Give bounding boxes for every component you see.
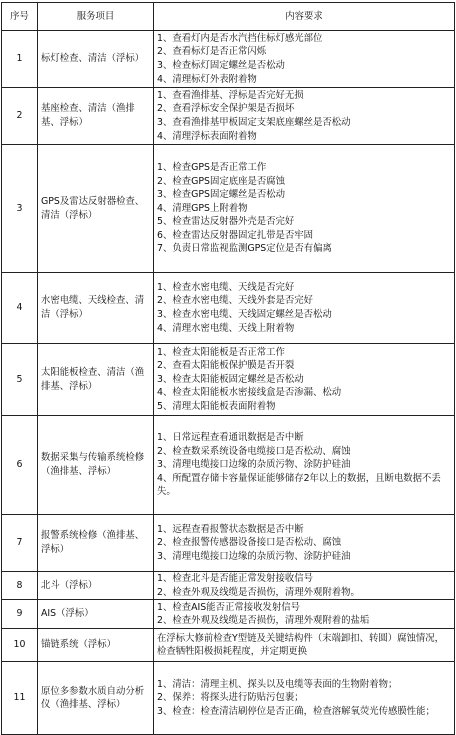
requirement-line: 4、清理GPS上附着物 [157, 202, 248, 214]
requirement-line: 2、检查水密电缆、天线外套是否完好 [157, 295, 313, 307]
requirement-line: 3、检查GPS固定螺丝是否松动 [157, 189, 285, 201]
requirements-cell [154, 344, 455, 416]
row-number: 6 [2, 416, 38, 515]
table-row [2, 88, 455, 145]
requirement-line: 6、检查雷达反射器固定扎带是否牢固 [157, 229, 313, 241]
requirement-line: 2、检查GPS固定底座是否腐蚀 [157, 175, 285, 187]
requirement-line: 1、检查GPS是否正常工作 [157, 161, 267, 173]
requirement-line: 2、检查外观及线缆是否损伤，清理外观附着物。 [157, 586, 360, 598]
requirement-line: 1、检查北斗是否能正常发射接收信号 [157, 573, 313, 584]
service-item: 太阳能板检查、清洁（渔排基、浮标） [38, 344, 154, 416]
requirement-line: 3、查看渔排基甲板固定支架底座螺丝是否松动 [157, 117, 351, 128]
service-item: 水密电缆、天线检查、清洁（浮标） [38, 273, 154, 344]
requirement-line: 1、查看渔排基、浮标是否完好无损 [157, 89, 304, 101]
requirements-cell [154, 416, 455, 515]
table-row [2, 572, 455, 600]
row-number: 5 [2, 344, 38, 416]
table-row [2, 629, 455, 662]
table-row [2, 344, 455, 416]
requirement-line: 1、检查太阳能板是否正常工作 [157, 346, 285, 358]
requirement-line: 3、检查太阳能板固定螺丝是否松动 [157, 373, 304, 385]
service-item: 报警系统检修（渔排基、浮标） [38, 515, 154, 572]
requirement-line: 2、查看太阳能板保护膜是否开裂 [157, 360, 295, 372]
requirement-line: 1、清洁：清理主机、探头以及电缆等表面的生物附着物； [157, 678, 398, 690]
requirement-line: 1、日常远程查看通讯数据是否中断 [157, 432, 304, 444]
row-number: 4 [2, 273, 38, 344]
requirement-line: 2、检查外观及线缆是否损伤，清理外观附着的盐垢 [157, 615, 370, 627]
requirements-cell [154, 572, 455, 600]
requirement-line: 4、清理水密电缆、天线上附着物 [157, 322, 295, 334]
requirements-cell [154, 629, 455, 662]
table-row [2, 416, 455, 515]
requirement-line: 1、检查AIS能否正常接收发射信号 [157, 601, 300, 613]
requirement-line: 1、查看灯内是否水汽挡住标灯感光部位 [157, 32, 323, 44]
table-row [2, 31, 455, 88]
table-row [2, 273, 455, 344]
table-row [2, 662, 455, 735]
requirements-cell [154, 145, 455, 273]
service-table [1, 2, 455, 735]
requirement-line: 5、检查雷达反射器外壳是否完好 [157, 216, 295, 228]
table-header-row [2, 3, 455, 31]
row-number: 2 [2, 88, 38, 145]
row-number: 11 [2, 662, 38, 735]
header-no: 序号 [2, 3, 38, 31]
requirement-line: 4、清理浮标表面附着物 [157, 130, 257, 142]
requirement-line: 2、查看浮标安全保护架是否损坏 [157, 103, 295, 115]
requirement-line: 2、保养：将探头进行防贴污包裹； [157, 692, 304, 704]
requirement-line: 3、检查：检查清洁刷停位是否正确，检查溶解氧荧光传感膜性能； [157, 705, 435, 717]
requirements-cell [154, 662, 455, 735]
row-number: 10 [2, 629, 38, 662]
table-row [2, 515, 455, 572]
header-req: 内容要求 [154, 3, 455, 31]
requirement-line: 1、检查水密电缆、天线是否完好 [157, 281, 295, 293]
requirement-line: 2、检查数采系统设备电缆接口是否松动、腐蚀 [157, 445, 351, 457]
service-item: 标灯检查、清洁（浮标） [38, 31, 154, 88]
service-item: 北斗（浮标） [38, 572, 154, 600]
requirements-cell [154, 273, 455, 344]
service-item: 数据采集与传输系统检修（渔排基、浮标） [38, 416, 154, 515]
requirement-line: 4、检查太阳能板水密接线盒是否渗漏、松动 [157, 387, 342, 399]
row-number: 3 [2, 145, 38, 273]
row-number: 7 [2, 515, 38, 572]
service-item: AIS（浮标） [38, 600, 154, 629]
requirement-line: 4、清理标灯外表附着物 [157, 73, 257, 85]
table-row [2, 600, 455, 629]
table-row [2, 145, 455, 273]
requirement-line: 1、远程查看报警状态数据是否中断 [157, 523, 304, 535]
requirements-cell [154, 600, 455, 629]
requirement-line: 3、检查标灯固定螺丝是否松动 [157, 60, 285, 71]
row-number: 8 [2, 572, 38, 600]
service-item: 原位多参数水质自动分析仪（渔排基、浮标） [38, 662, 154, 735]
row-number: 9 [2, 600, 38, 629]
requirement-line: 7、负责日常监视监测GPS定位是否有偏离 [157, 243, 332, 255]
requirement-line: 3、清理电缆接口边缘的杂质污物、涂防护硅油 [157, 459, 351, 471]
header-item: 服务项目 [38, 3, 154, 31]
requirement-line: 4、所配置存储卡容量保证能够储存2年以上的数据，且断电数据不丢失。 [157, 472, 441, 498]
requirement-line: 2、检查报警传感器设备接口是否松动、腐蚀 [157, 537, 342, 549]
requirement-line: 在浮标大修前检查Y型链及关键结构件（末端卸扣、转圆）腐蚀情况，检查牺牲阳极损耗程度，并定期更换 [157, 632, 444, 658]
service-item: 锚链系统（浮标） [38, 629, 154, 662]
requirements-cell [154, 88, 455, 145]
row-number: 1 [2, 31, 38, 88]
requirement-line: 3、检查水密电缆、天线固定螺丝是否松动 [157, 309, 332, 320]
requirement-line: 3、清理电缆接口边缘的杂质污物、涂防护硅油 [157, 550, 351, 562]
service-item: GPS及雷达反射器检查、清洁（浮标） [38, 145, 154, 273]
requirement-line: 2、查看标灯是否正常闪烁 [157, 46, 267, 58]
requirements-cell [154, 515, 455, 572]
requirements-cell [154, 31, 455, 88]
requirement-line: 5、清理太阳能板表面附着物 [157, 400, 276, 412]
service-item: 基座检查、清洁（渔排基、浮标） [38, 88, 154, 145]
